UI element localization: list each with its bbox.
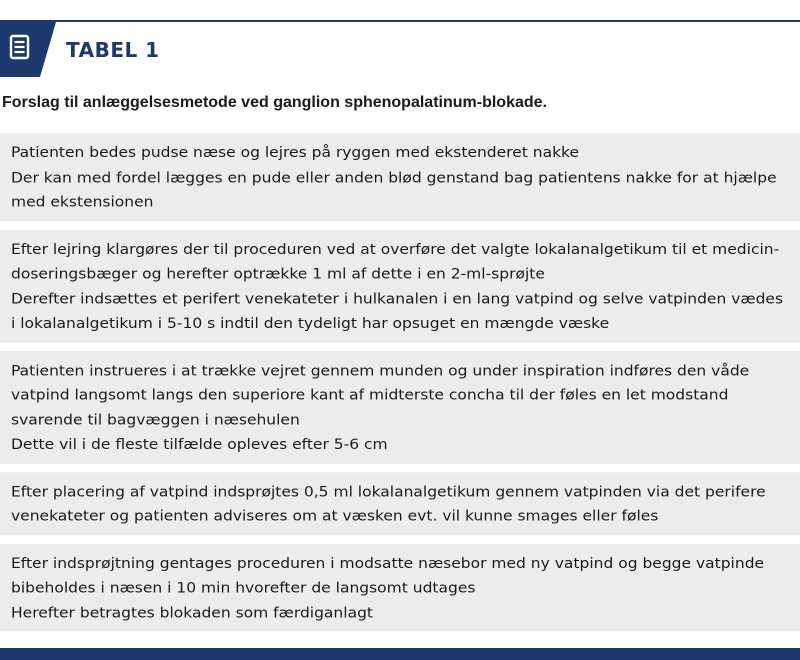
- document-list-icon: [0, 22, 56, 77]
- table-row: [0, 351, 800, 464]
- row-line: Herefter betragtes blokaden som færdiganlagt: [11, 604, 373, 621]
- row-line: Derefter indsættes et perifert venekateter i hulkanalen i en lang vatpind og selve vatpinden vædes i lokalanalgetikum i 5-10 s indtil den tydeligt har opsuget en mængde væske: [11, 290, 784, 332]
- table-caption: Forslag til anlæggelsesmetode ved ganglion sphenopalatinum-blokade.: [2, 94, 547, 111]
- table-row: [0, 472, 800, 535]
- table-row: [0, 544, 800, 632]
- row-line: Efter indsprøjtning gentages proceduren i modsatte næsebor med ny vatpind og begge vatpinde bibeholdes i næsen i 10 min hvorefter de langsomt udtages: [11, 554, 765, 597]
- table-header: [0, 22, 800, 77]
- table-row: [0, 133, 800, 221]
- row-line: Efter lejring klargøres der til proceduren ved at overføre det valgte lokalanalgetikum til et medicin-doseringsbæger og herefter optrække 1 ml af dette i en 2-ml-sprøjte: [11, 240, 780, 283]
- bottom-rule: [0, 648, 800, 660]
- row-line: Dette vil i de fleste tilfælde opleves efter 5-6 cm: [11, 435, 388, 453]
- row-line: Patienten instrueres i at trække vejret gennem munden og under inspiration indføres den våde vatpind langsomt langs den superiore kant af midterste concha til der føles en let modstand svarende til bagvæggen i næsehulen: [11, 361, 750, 428]
- table-row: [0, 229, 800, 342]
- row-line: Patienten bedes pudse næse og lejres på ryggen med ekstenderet nakke: [11, 144, 580, 161]
- row-line: Efter placering af vatpind indsprøjtes 0,5 ml lokalanalgetikum gennem vatpinden via det perifere venekateter og patienten adviseres om at væsken evt. vil kunne smages eller føles: [11, 482, 766, 525]
- table-title: TABEL 1: [66, 38, 160, 62]
- procedure-table: [0, 133, 800, 640]
- row-line: Der kan med fordel lægges en pude eller anden blød genstand bag patientens nakke for at hjælpe med ekstensionen: [11, 168, 777, 211]
